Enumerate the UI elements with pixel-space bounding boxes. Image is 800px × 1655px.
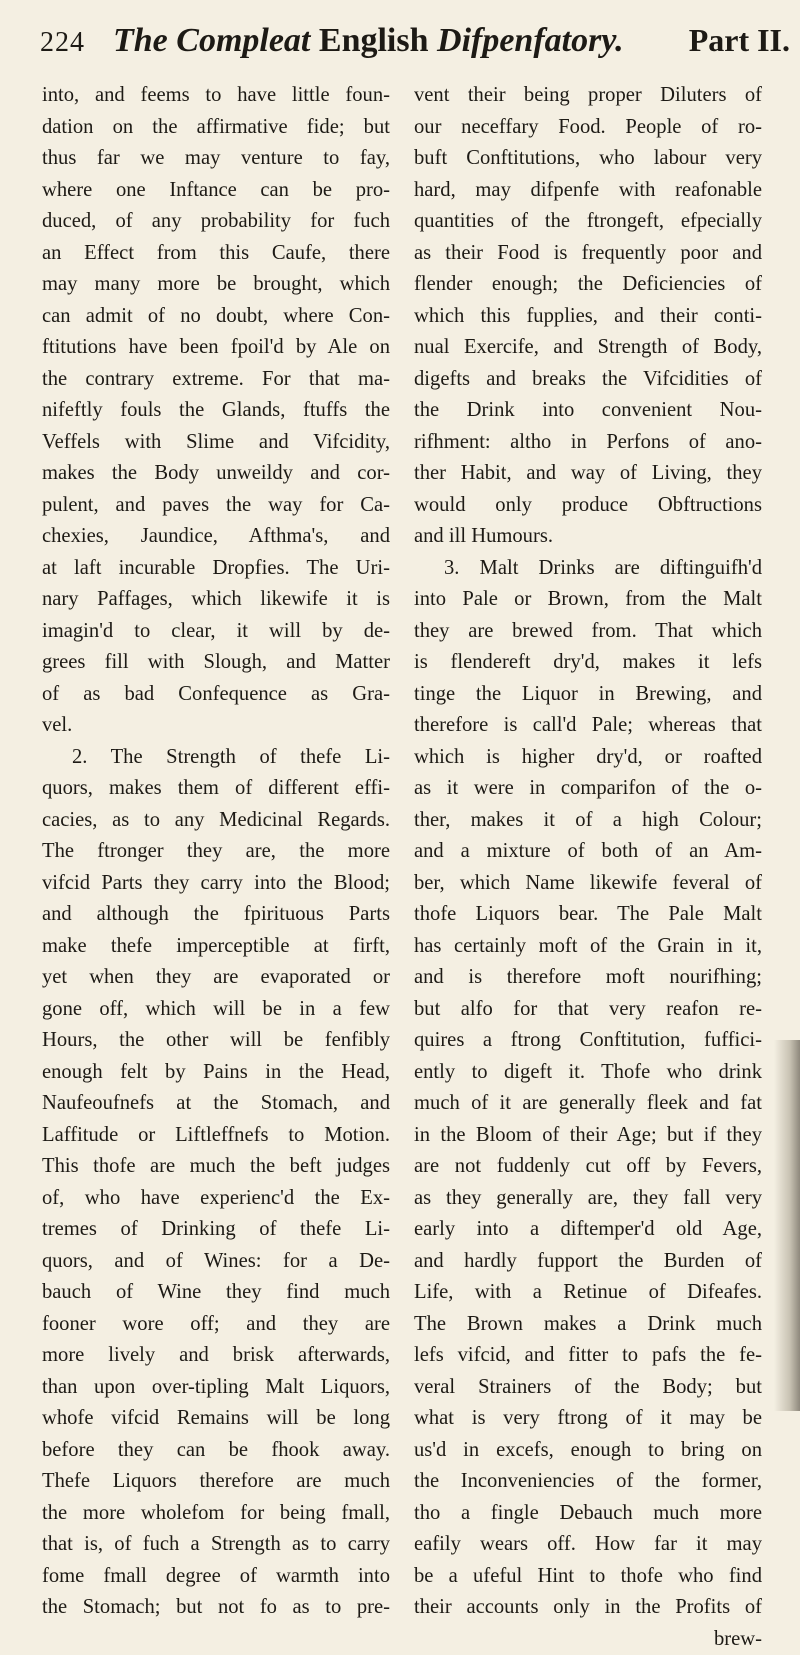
text-line: as it were in comparifon of the o- [414,773,762,805]
text-line: lefs vifcid, and fitter to pafs the fe- [414,1340,762,1372]
text-line: more lively and brisk afterwards, [42,1340,390,1372]
text-line: 2. The Strength of thefe Li- [42,742,390,774]
text-line: duced, of any probability for fuch [42,206,390,238]
text-line: bauch of Wine they find much [42,1277,390,1309]
text-line: may many more be brought, which [42,269,390,301]
text-line: pulent, and paves the way for Ca- [42,490,390,522]
text-line: grees fill with Slough, and Matter [42,647,390,679]
text-line: that is, of fuch a Strength as to carry [42,1529,390,1561]
text-line: their accounts only in the Profits of [414,1592,762,1624]
part-label: Part II. [689,22,790,59]
text-line: The Brown makes a Drink much [414,1309,762,1341]
text-line: an Effect from this Caufe, there [42,238,390,270]
text-line: into Pale or Brown, from the Malt [414,584,762,616]
text-line: tinge the Liquor in Brewing, and [414,679,762,711]
text-line: chexies, Jaundice, Afthma's, and [42,521,390,553]
text-line: vifcid Parts they carry into the Blood; [42,868,390,900]
text-line: Veffels with Slime and Vifcidity, [42,427,390,459]
text-line: what is very ftrong of it may be [414,1403,762,1435]
text-line: imagin'd to clear, it will by de- [42,616,390,648]
text-line: Thefe Liquors therefore are much [42,1466,390,1498]
text-line: our neceffary Food. People of ro- [414,112,762,144]
text-line: nifeftly fouls the Glands, ftuffs the [42,395,390,427]
text-line: the contrary extreme. For that ma- [42,364,390,396]
text-line: be a ufeful Hint to thofe who find [414,1561,762,1593]
text-line: as they generally are, they fall very [414,1183,762,1215]
text-line: and a mixture of both of an Am- [414,836,762,868]
text-line: whofe vifcid Remains will be long [42,1403,390,1435]
text-line: veral Strainers of the Body; but [414,1372,762,1404]
running-title-italic-2: Difpenfatory. [437,22,624,59]
text-line: ther, makes it of a high Colour; [414,805,762,837]
text-line: tremes of Drinking of thefe Li- [42,1214,390,1246]
text-line: Naufeoufnefs at the Stomach, and [42,1088,390,1120]
text-line: before they can be fhook away. [42,1435,390,1467]
text-line: gone off, which will be in a few [42,994,390,1026]
text-line: therefore is call'd Pale; whereas that [414,710,762,742]
text-line: yet when they are evaporated or [42,962,390,994]
text-line: into, and feems to have little foun- [42,80,390,112]
text-line: and although the fpirituous Parts [42,899,390,931]
text-line: than upon over-tipling Malt Liquors, [42,1372,390,1404]
text-line: they are brewed from. That which [414,616,762,648]
text-line: quantities of the ftrongeft, efpecially [414,206,762,238]
text-line: early into a diftemper'd old Age, [414,1214,762,1246]
text-line: us'd in excefs, enough to bring on [414,1435,762,1467]
text-line: of as bad Confequence as Gra- [42,679,390,711]
text-line: ently to digeft it. Thofe who drink [414,1057,762,1089]
text-line: tho a fingle Debauch much more [414,1498,762,1530]
text-line: Hours, the other will be fenfibly [42,1025,390,1057]
text-line: of, who have experienc'd the Ex- [42,1183,390,1215]
text-line: This thofe are much the beft judges [42,1151,390,1183]
running-title-roman: English [319,22,429,59]
text-line: at laft incurable Dropfies. The Uri- [42,553,390,585]
text-line: flender enough; the Deficiencies of [414,269,762,301]
text-line: dation on the affirmative fide; but [42,112,390,144]
text-line: ftitutions have been fpoil'd by Ale on [42,332,390,364]
page-number: 224 [40,27,85,59]
running-head [40,22,790,78]
text-line: in the Bloom of their Age; but if they [414,1120,762,1152]
text-line: and ill Humours. [414,521,762,553]
text-line: The ftronger they are, the more [42,836,390,868]
text-line: much of it are generally fleek and fat [414,1088,762,1120]
text-line: vent their being proper Diluters of [414,80,762,112]
text-line: Life, with a Retinue of Difeafes. [414,1277,762,1309]
text-line: is flendereft dry'd, makes it lefs [414,647,762,679]
text-line: the more wholefom for being fmall, [42,1498,390,1530]
text-line: can admit of no doubt, where Con- [42,301,390,333]
text-line: digefts and breaks the Vifcidities of [414,364,762,396]
text-line: makes the Body unweildy and cor- [42,458,390,490]
text-line: nary Paffages, which likewife it is [42,584,390,616]
text-line: quors, makes them of different effi- [42,773,390,805]
running-title [113,22,624,60]
text-line: would only produce Obftructions [414,490,762,522]
text-line: make thefe imperceptible at firft, [42,931,390,963]
text-line: 3. Malt Drinks are diftinguifh'd [414,553,762,585]
text-line: rifhment: altho in Perfons of ano- [414,427,762,459]
running-title-italic-1: The Compleat [113,22,310,59]
text-line: ber, which Name likewife feveral of [414,868,762,900]
text-line: which this fupplies, and their conti- [414,301,762,333]
text-line: has certainly moft of the Grain in it, [414,931,762,963]
text-line: are not fuddenly cut off by Fevers, [414,1151,762,1183]
left-text-column [42,80,390,1405]
text-line: cacies, as to any Medicinal Regards. [42,805,390,837]
text-line: the Stomach; but not fo as to pre- [42,1592,390,1624]
page-edge-shadow [774,1040,800,1411]
text-line: hard, may difpenfe with reafonable [414,175,762,207]
text-line: and hardly fupport the Burden of [414,1246,762,1278]
text-line: where one Inftance can be pro- [42,175,390,207]
catchword: brew- [414,1624,762,1655]
text-line: as their Food is frequently poor and [414,238,762,270]
text-line: the Drink into convenient Nou- [414,395,762,427]
text-line: buft Conftitutions, who labour very [414,143,762,175]
text-line: and is therefore moft nourifhing; [414,962,762,994]
text-line: but alfo for that very reafon re- [414,994,762,1026]
text-line: enough felt by Pains in the Head, [42,1057,390,1089]
text-line: ther Habit, and way of Living, they [414,458,762,490]
text-line: thofe Liquors bear. The Pale Malt [414,899,762,931]
text-line: thus far we may venture to fay, [42,143,390,175]
text-line: quors, and of Wines: for a De- [42,1246,390,1278]
text-line: quires a ftrong Conftitution, fuffici- [414,1025,762,1057]
right-text-column [414,80,762,1405]
text-line: eafily wears off. How far it may [414,1529,762,1561]
text-line: fooner wore off; and they are [42,1309,390,1341]
text-line: which is higher dry'd, or roafted [414,742,762,774]
text-line: fome fmall degree of warmth into [42,1561,390,1593]
text-line: the Inconveniencies of the former, [414,1466,762,1498]
text-line: nual Exercife, and Strength of Body, [414,332,762,364]
text-line: Laffitude or Liftleffnefs to Motion. [42,1120,390,1152]
text-line: vel. [42,710,390,742]
